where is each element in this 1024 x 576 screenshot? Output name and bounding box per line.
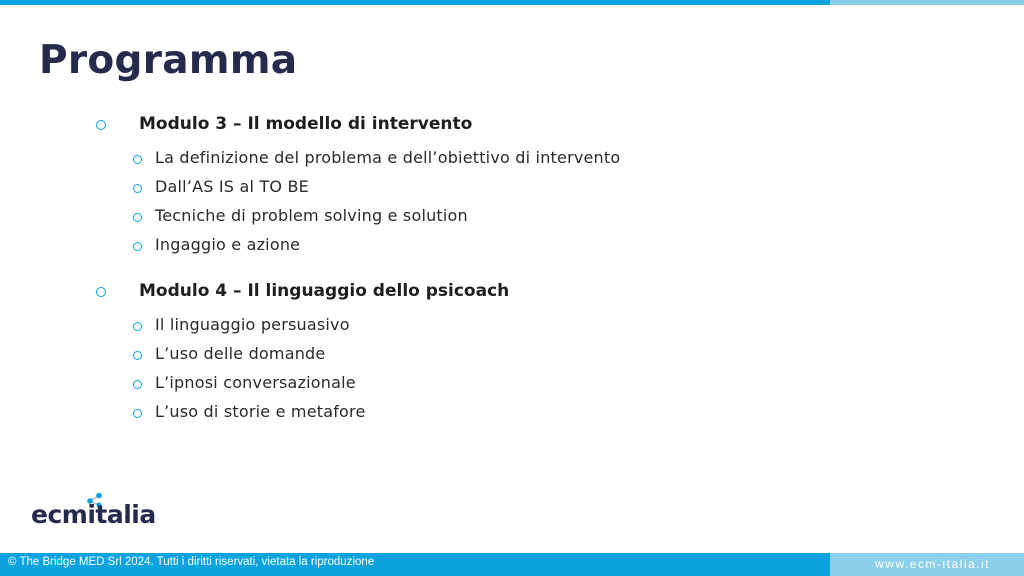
circle-bullet-icon [133, 155, 142, 164]
slide-title: Programma [39, 38, 298, 83]
list-item [0, 148, 1024, 172]
top-accent-bar [0, 0, 830, 5]
circle-bullet-icon [133, 380, 142, 389]
footer-copyright: © The Bridge MED Srl 2024. Tutti i diritti riservati, vietata la riproduzione [8, 556, 375, 568]
list-item-text: Il linguaggio persuasivo [155, 315, 350, 334]
circle-bullet-icon [96, 287, 106, 297]
list-item [0, 344, 1024, 368]
list-item-text: Dall’AS IS al TO BE [155, 177, 309, 196]
list-item [0, 177, 1024, 201]
list-item [0, 315, 1024, 339]
circle-bullet-icon [133, 351, 142, 360]
circle-bullet-icon [133, 184, 142, 193]
list-item [0, 235, 1024, 259]
footer-bar [0, 553, 830, 576]
list-item-text: Ingaggio e azione [155, 235, 301, 254]
ecmitalia-logo [31, 492, 171, 532]
circle-bullet-icon [133, 213, 142, 222]
list-item-text: Tecniche di problem solving e solution [155, 206, 468, 225]
circle-bullet-icon [133, 409, 142, 418]
footer-bar-right [830, 553, 1024, 576]
list-item-text: L’ipnosi conversazionale [155, 373, 356, 392]
list-item [0, 373, 1024, 397]
circle-bullet-icon [133, 242, 142, 251]
logo-text: ecmitalia [31, 500, 156, 529]
list-item-text: L’uso delle domande [155, 344, 326, 363]
module-title: Modulo 3 – Il modello di intervento [139, 114, 473, 134]
circle-bullet-icon [133, 322, 142, 331]
top-accent-bar-light [830, 0, 1024, 5]
footer-website-link[interactable]: www.ecm-italia.it [875, 557, 990, 571]
list-item [0, 402, 1024, 426]
list-item-text: La definizione del problema e dell’obiettivo di intervento [155, 148, 621, 167]
circle-bullet-icon [96, 120, 106, 130]
list-item [0, 206, 1024, 230]
list-item-text: L’uso di storie e metafore [155, 402, 366, 421]
module-title: Modulo 4 – Il linguaggio dello psicoach [139, 281, 510, 301]
